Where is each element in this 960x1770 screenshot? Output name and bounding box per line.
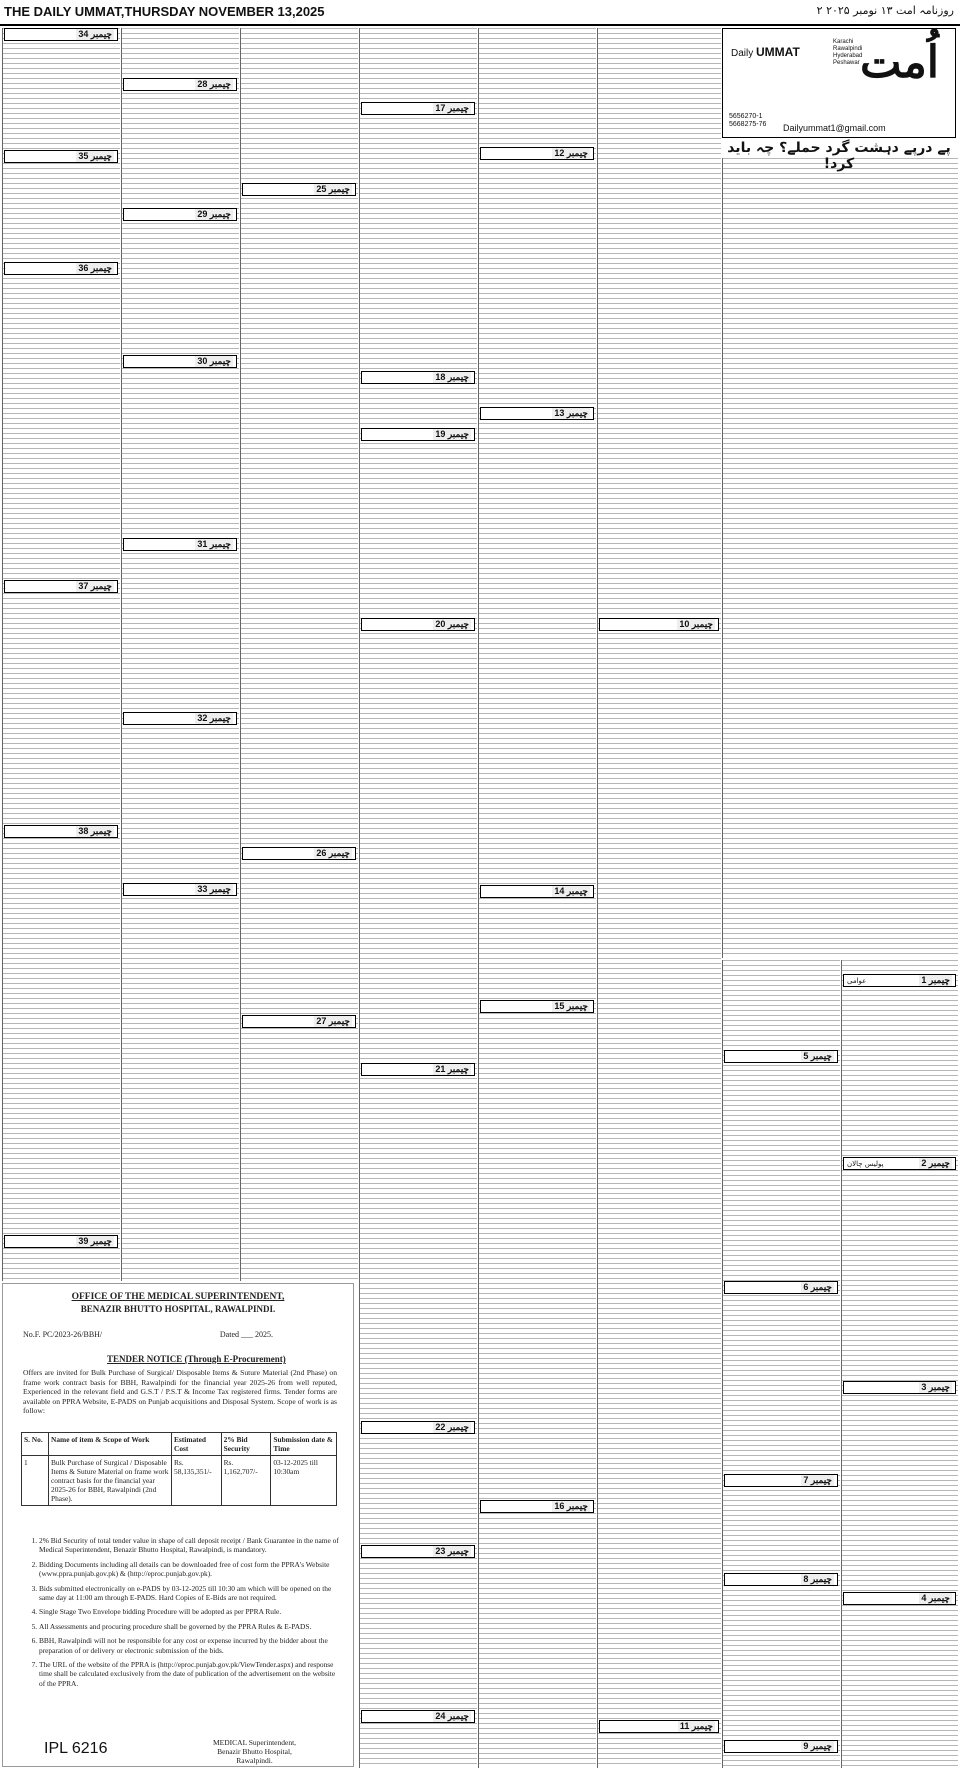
- section-number: چیمبر 21: [435, 1064, 469, 1074]
- section-number: چیمبر 17: [435, 103, 469, 113]
- section-head: [843, 1381, 956, 1394]
- section-number: چیمبر 4: [921, 1593, 950, 1603]
- section-head: [724, 1281, 838, 1294]
- notice-table: [21, 1432, 337, 1506]
- masthead: [722, 28, 956, 138]
- phone: 5656270-1: [729, 113, 763, 120]
- section-number: چیمبر 39: [78, 1236, 112, 1246]
- signature-line: Rawalpindi.: [236, 1756, 273, 1765]
- section-head: [361, 1421, 475, 1434]
- term-item: 7. The URL of the website of the PPRA is (http://eproc.punjab.gov.pk/ViewTender.aspx) and response time shall be calculated exclusively from the date of publication of the advertisement on the website of the PPRA.: [39, 1660, 339, 1688]
- section-number: چیمبر 18: [435, 372, 469, 382]
- th-cost: Estimated Cost: [172, 1433, 222, 1456]
- section-head: [361, 102, 475, 115]
- section-head: [843, 974, 956, 987]
- table-row: [22, 1456, 337, 1506]
- section-head: [599, 618, 719, 631]
- section-number: چیمبر 14: [554, 886, 588, 896]
- section-head: [361, 428, 475, 441]
- cell: Rs. 1,162,707/-: [221, 1456, 271, 1506]
- section-head: [123, 78, 237, 91]
- section-number: چیمبر 7: [803, 1475, 832, 1485]
- th-date: Submission date & Time: [271, 1433, 337, 1456]
- section-number: چیمبر 12: [554, 148, 588, 158]
- section-number: چیمبر 1: [921, 975, 950, 985]
- section-number: چیمبر 26: [316, 848, 350, 858]
- section-number: چیمبر 3: [921, 1382, 950, 1392]
- section-name: عوامی: [847, 976, 867, 985]
- section-head: [242, 183, 356, 196]
- section-number: چیمبر 35: [78, 151, 112, 161]
- section-number: چیمبر 9: [803, 1741, 832, 1751]
- city: Rawalpindi: [833, 46, 863, 52]
- section-number: چیمبر 15: [554, 1001, 588, 1011]
- section-name: پولیس چالان: [847, 1159, 884, 1168]
- section-number: چیمبر 25: [316, 184, 350, 194]
- cell: Rs. 58,135,351/-: [172, 1456, 222, 1506]
- section-head: [724, 1573, 838, 1586]
- section-number: چیمبر 20: [435, 619, 469, 629]
- notice-title: TENDER NOTICE (Through E-Procurement): [107, 1354, 286, 1364]
- editorial-title: پے درپے دہشت گرد حملے؟ چہ باید کرد!: [727, 140, 951, 172]
- section-number: چیمبر 31: [197, 539, 231, 549]
- urdu-dateline: روزنامہ امت ۱۳ نومبر ۲۰۲۵ ۲: [816, 4, 954, 17]
- term-item: 3. Bids submitted electronically on e-PADS by 03-12-2025 till 10:30 am which will be opened on the same day at 11:00 am through E-PADS. Hard Copies of E-Bids are not required.: [39, 1584, 339, 1603]
- ipl-code: IPL 6216: [44, 1740, 108, 1757]
- section-head: [4, 28, 118, 41]
- term-item: 6. BBH, Rawalpindi will not be responsible for any cost or expense incurred by the bidder about the preparation of or delivery or electronic submission of the bids.: [39, 1636, 339, 1655]
- section-number: چیمبر 6: [803, 1282, 832, 1292]
- section-number: چیمبر 29: [197, 209, 231, 219]
- th-sno: S. No.: [22, 1433, 49, 1456]
- section-number: چیمبر 19: [435, 429, 469, 439]
- section-head: [361, 1545, 475, 1558]
- section-number: چیمبر 8: [803, 1574, 832, 1584]
- section-head: [480, 885, 594, 898]
- section-number: چیمبر 2: [921, 1158, 950, 1168]
- section-head: [4, 150, 118, 163]
- notice-intro: Offers are invited for Bulk Purchase of Surgical/ Disposable Items & Suture Material (2nd Phase) on frame work contract basis for BBH, Rawalpindi for the financial year 2025-26 from well reputed, Experienced in the relevant field and G.S.T / P.S.T & Income Tax registered firms. Tender forms are available on PPRA Website, E-PADS on Punjab acquisitions and Disposal System. Scope of work is as follow:: [23, 1368, 337, 1415]
- section-number: چیمبر 37: [78, 581, 112, 591]
- section-head: [724, 1474, 838, 1487]
- section-number: چیمبر 34: [78, 29, 112, 39]
- section-head: [480, 147, 594, 160]
- signature-line: Benazir Bhutto Hospital,: [217, 1747, 292, 1756]
- editorial-column: [722, 158, 958, 958]
- column-3: [240, 28, 358, 1281]
- section-number: چیمبر 11: [679, 1721, 713, 1731]
- th-security: 2% Bid Security: [221, 1433, 271, 1456]
- cell: 03-12-2025 till 10:30am: [271, 1456, 337, 1506]
- section-head: [242, 1015, 356, 1028]
- section-number: چیمبر 38: [78, 826, 112, 836]
- column-7: [722, 960, 840, 1768]
- english-dateline: THE DAILY UMMAT,THURSDAY NOVEMBER 13,2025: [4, 4, 325, 19]
- cell: Bulk Purchase of Surgical / Disposable Items & Suture Material on frame work contract basis for the financial year 2025-26 for BBH, Rawalpindi (2nd Phase).: [49, 1456, 172, 1506]
- notice-terms: [17, 1536, 339, 1693]
- th-item: Name of item & Scope of Work: [49, 1433, 172, 1456]
- section-head: [724, 1740, 838, 1753]
- column-4: [359, 28, 477, 1768]
- term-item: 4. Single Stage Two Envelope bidding Procedure will be adopted as per PPRA Rule.: [39, 1607, 339, 1616]
- term-item: 5. All Assessments and procuring procedure shall be governed by the PPRA Rules & E-PADS.: [39, 1622, 339, 1631]
- section-number: چیمبر 27: [316, 1016, 350, 1026]
- masthead-cities: [833, 39, 862, 67]
- masthead-phones: [729, 113, 766, 129]
- notice-office: OFFICE OF THE MEDICAL SUPERINTENDENT,: [71, 1292, 285, 1302]
- ummat-logo: اُمت: [860, 37, 939, 88]
- section-head: [480, 1000, 594, 1013]
- section-head: [4, 1235, 118, 1248]
- section-head: [361, 1063, 475, 1076]
- section-head: [843, 1157, 956, 1170]
- section-head: [4, 580, 118, 593]
- notice-hospital: BENAZIR BHUTTO HOSPITAL, RAWALPINDI.: [80, 1304, 276, 1314]
- section-head: [123, 712, 237, 725]
- city: Peshawar: [833, 60, 860, 66]
- section-head: [242, 847, 356, 860]
- section-head: [123, 883, 237, 896]
- section-number: چیمبر 36: [78, 263, 112, 273]
- column-6: [597, 28, 721, 1768]
- section-number: چیمبر 24: [435, 1711, 469, 1721]
- section-number: چیمبر 32: [197, 713, 231, 723]
- section-number: چیمبر 10: [679, 619, 713, 629]
- section-head: [123, 355, 237, 368]
- cell: 1: [22, 1456, 49, 1506]
- section-head: [123, 538, 237, 551]
- phone: 5668275-76: [729, 121, 767, 128]
- notice-signature: [213, 1738, 296, 1765]
- page-header: [0, 0, 960, 26]
- section-number: چیمبر 23: [435, 1546, 469, 1556]
- section-head: [361, 618, 475, 631]
- tender-notice: [2, 1283, 354, 1767]
- section-head: [361, 371, 475, 384]
- term-item: 2. Bidding Documents including all details can be downloaded free of cost form the PPRA's Website (www.ppra.punjab.gov.pk) & (http://eproc.punjab.gov.pk).: [39, 1560, 339, 1579]
- column-8: [841, 960, 958, 1768]
- section-head: [724, 1050, 838, 1063]
- section-number: چیمبر 13: [554, 408, 588, 418]
- section-head: [361, 1710, 475, 1723]
- section-head: [599, 1720, 719, 1733]
- table-header-row: [22, 1433, 337, 1456]
- section-head: [4, 262, 118, 275]
- section-head: [480, 407, 594, 420]
- section-number: چیمبر 22: [435, 1422, 469, 1432]
- section-number: چیمبر 5: [803, 1051, 832, 1061]
- city: Karachi: [833, 39, 854, 45]
- section-number: چیمبر 33: [197, 884, 231, 894]
- section-head: [4, 825, 118, 838]
- section-number: چیمبر 16: [554, 1501, 588, 1511]
- notice-dated: Dated ___ 2025.: [219, 1330, 273, 1339]
- section-number: چیمبر 28: [197, 79, 231, 89]
- section-number: چیمبر 30: [197, 356, 231, 366]
- term-item: 1. 2% Bid Security of total tender value in shape of call deposit receipt / Bank Guarantee in the name of Medical Superintendent, Benazir Bhutto Hospital, Rawalpindi, is mandatory.: [39, 1536, 339, 1555]
- signature-line: MEDICAL Superintendent,: [213, 1738, 297, 1747]
- masthead-daily: Daily: [731, 48, 754, 59]
- masthead-email: Dailyummat1@gmail.com: [783, 123, 886, 133]
- section-head: [843, 1592, 956, 1605]
- notice-ref: No.F. PC/2023-26/BBH/: [23, 1330, 103, 1339]
- section-head: [480, 1500, 594, 1513]
- masthead-english: [731, 45, 800, 59]
- section-head: [123, 208, 237, 221]
- masthead-name: UMMAT: [756, 45, 800, 59]
- city: Hyderabad: [833, 53, 863, 59]
- column-1: [2, 28, 120, 1281]
